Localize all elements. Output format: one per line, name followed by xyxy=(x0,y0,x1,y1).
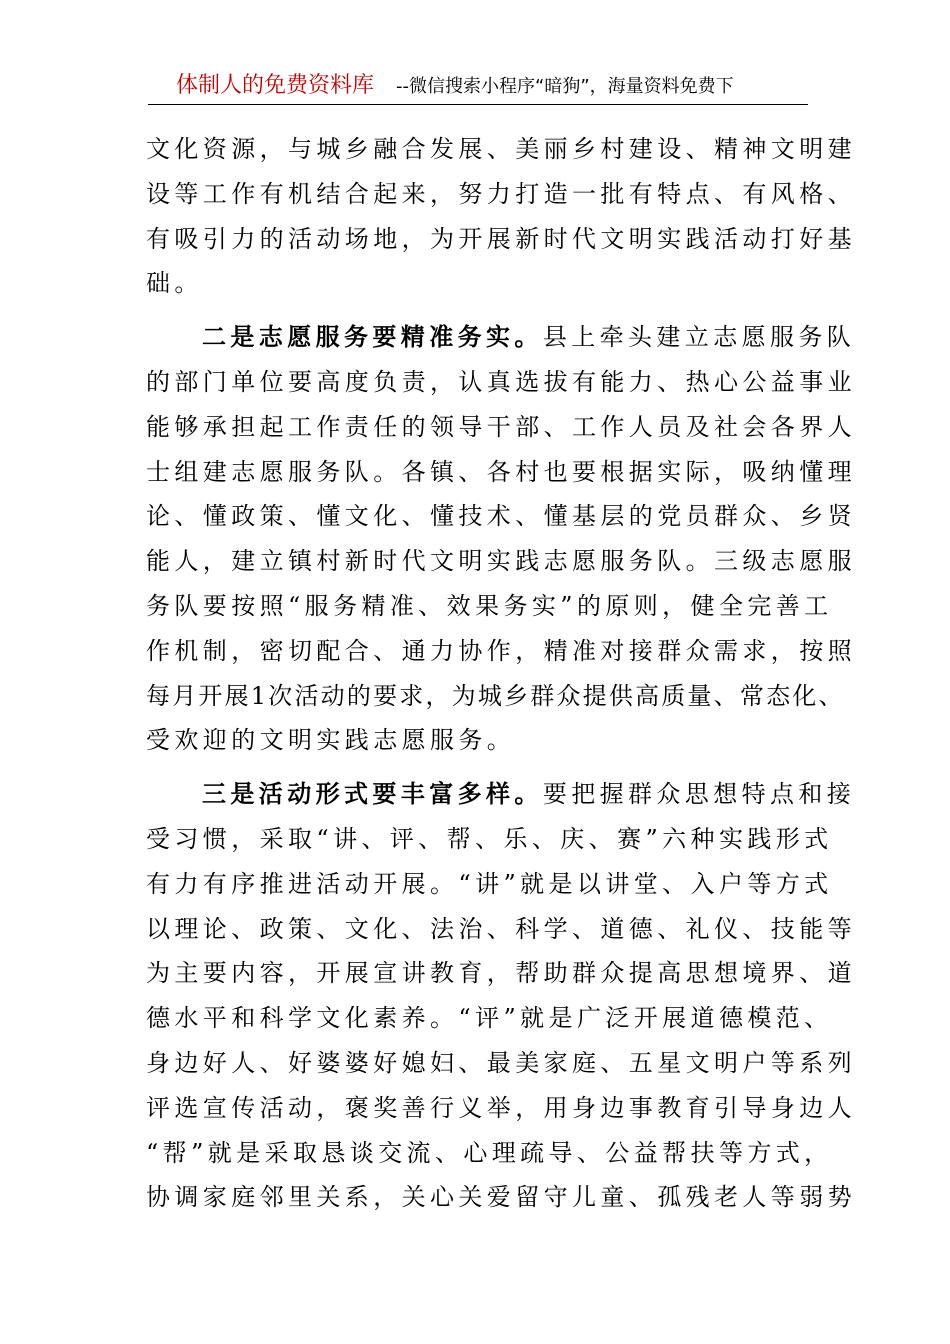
text-line: 作机制，密切配合、通力协作，精准对接群众需求，按照 xyxy=(146,636,856,665)
paragraph-2 xyxy=(146,315,856,763)
text-line: 协调家庭邻里关系，关心关爱留守儿童、孤残老人等弱势 xyxy=(146,1183,856,1212)
text-line: 能人，建立镇村新时代文明实践志愿服务队。三级志愿服 xyxy=(146,547,856,576)
text-line: 的部门单位要高度负责，认真选拔有能力、热心公益事业 xyxy=(146,367,856,396)
text-line: 有吸引力的活动场地，为开展新时代文明实践活动打好基 xyxy=(146,224,856,253)
paragraph-first-line xyxy=(146,772,856,817)
text-line: 身边好人、好婆婆好媳妇、最美家庭、五星文明户等系列 xyxy=(146,1048,856,1077)
text-line: “帮”就是采取恳谈交流、心理疏导、公益帮扶等方式， xyxy=(146,1138,833,1167)
paragraph-1 xyxy=(146,127,856,306)
text-line: 士组建志愿服务队。各镇、各村也要根据实际，吸纳懂理 xyxy=(146,457,856,486)
text-line: 文化资源，与城乡融合发展、美丽乡村建设、精神文明建 xyxy=(146,135,856,163)
paragraph-heading: 二是志愿服务要精准务实。 xyxy=(202,322,543,352)
paragraph-first-line-text: 要把握群众思想特点和接 xyxy=(542,780,856,809)
paragraph-first-line xyxy=(146,315,856,360)
text-line: 有力有序推进活动开展。“讲”就是以讲堂、入户等方式 xyxy=(146,869,833,898)
text-line: 德水平和科学文化素养。“评”就是广泛开展道德模范、 xyxy=(146,1004,833,1033)
text-line: 论、懂政策、懂文化、懂技术、懂基层的党员群众、乡贤 xyxy=(146,502,856,531)
document-body xyxy=(146,127,856,1220)
text-line: 能够承担起工作责任的领导干部、工作人员及社会各界人 xyxy=(146,412,856,441)
text-line: 设等工作有机结合起来，努力打造一批有特点、有风格、 xyxy=(146,179,856,208)
text-line: 受习惯，采取“讲、评、帮、乐、庆、赛”六种实践形式 xyxy=(146,824,833,853)
page-header xyxy=(148,70,808,105)
paragraph-heading: 三是活动形式要丰富多样。 xyxy=(202,779,543,809)
text-line: 为主要内容，开展宣讲教育，帮助群众提高思想境界、道 xyxy=(146,959,856,988)
text-line: 础。 xyxy=(146,269,203,298)
text-line: 以理论、政策、文化、法治、科学、道德、礼仪、技能等 xyxy=(146,914,856,943)
text-line: 评选宣传活动，褒奖善行义举，用身边事教育引导身边人 xyxy=(146,1093,856,1122)
text-line: 务队要按照“服务精准、效果务实”的原则，健全完善工 xyxy=(146,591,833,620)
paragraph-3 xyxy=(146,772,856,1220)
text-line: 每月开展1次活动的要求，为城乡群众提供高质量、常态化、 xyxy=(146,681,845,710)
header-brand: 体制人的免费资料库 xyxy=(176,73,375,98)
text-line: 受欢迎的文明实践志愿服务。 xyxy=(146,726,516,755)
header-subtitle: --微信搜索小程序“暗狗”，海量资料免费下 xyxy=(396,76,734,97)
paragraph-first-line-text: 县上牵头建立志愿服务队 xyxy=(542,323,856,352)
